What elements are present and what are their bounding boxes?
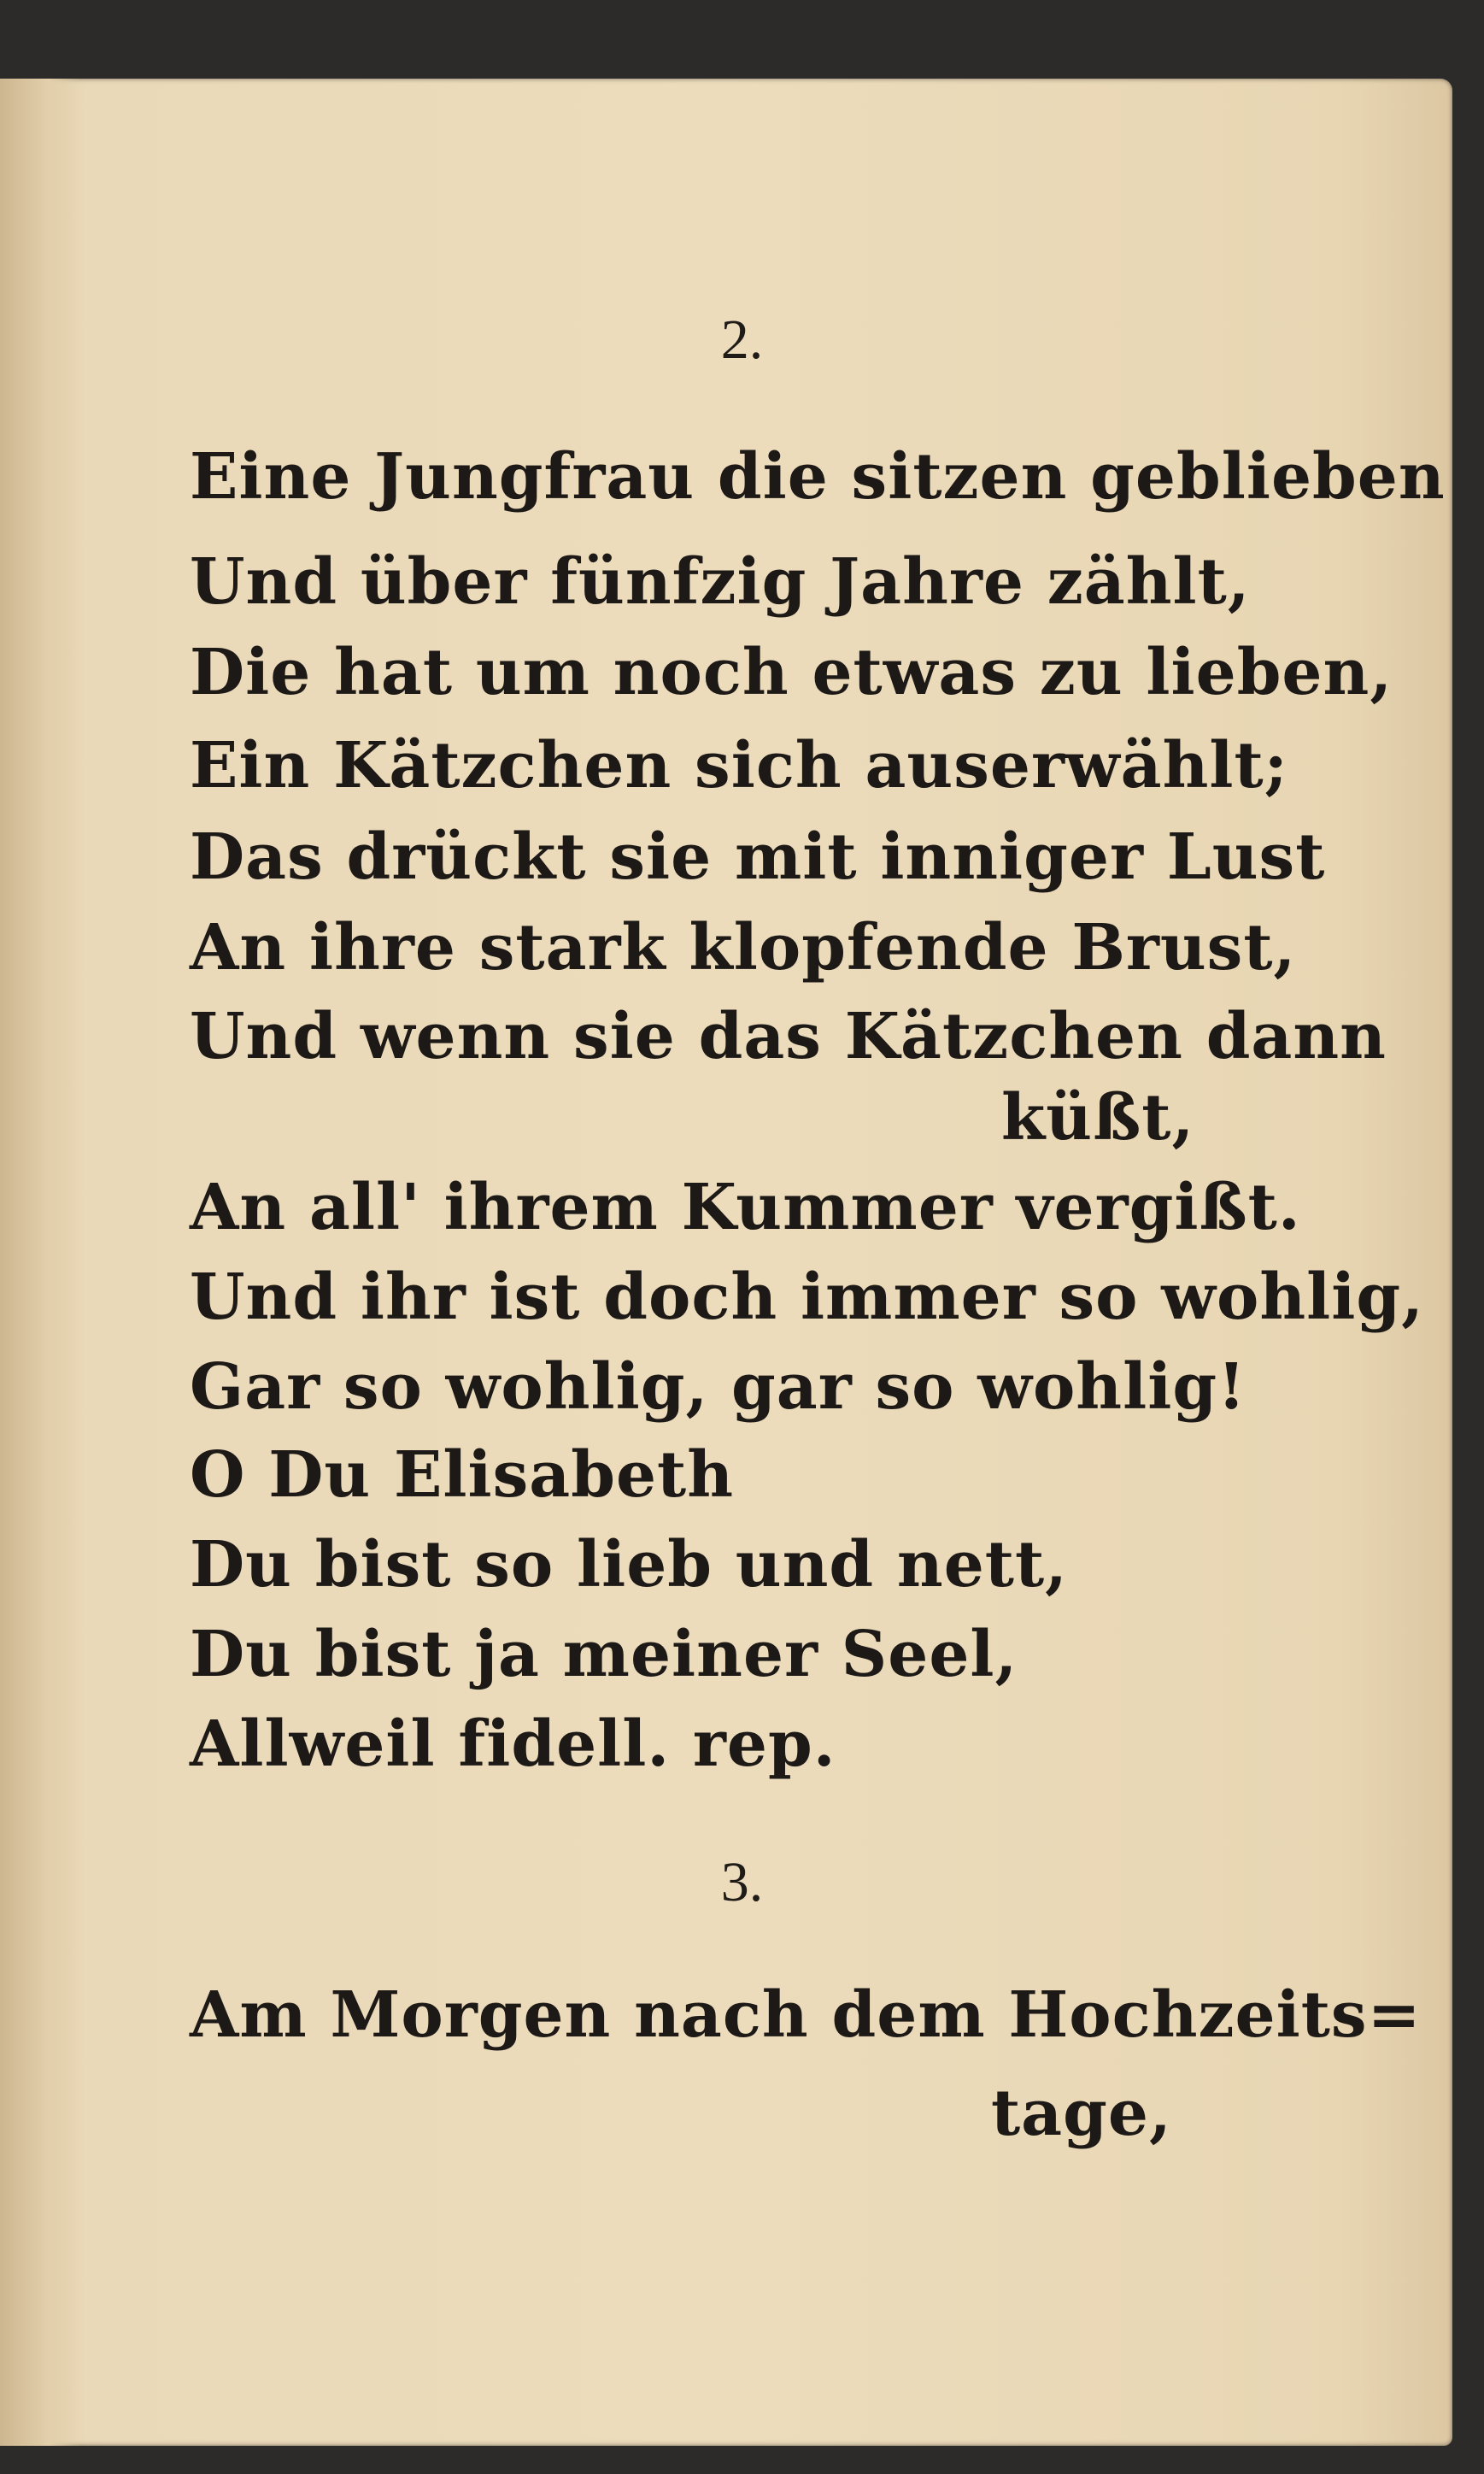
poem-line: Am Morgen nach dem Hochzeits= <box>190 1978 1422 2052</box>
stanza-number: 2. <box>720 309 764 371</box>
poem-line: Du bist so lieb und nett, <box>190 1528 1068 1601</box>
poem-line: Die hat um noch etwas zu lieben, <box>190 636 1393 709</box>
poem-line: Gar so wohlig, gar so wohlig! <box>190 1350 1246 1424</box>
poem-line: Allweil fidell. rep. <box>190 1707 836 1781</box>
poem-line: An all' ihrem Kummer vergißt. <box>190 1171 1301 1244</box>
poem-line: Das drückt sie mit inniger Lust <box>190 820 1326 894</box>
poem-line: Du bist ja meiner Seel, <box>190 1618 1018 1691</box>
poem-line: tage, <box>991 2077 1172 2150</box>
page-gutter <box>0 79 81 2446</box>
poem-line: Und ihr ist doch immer so wohlig, <box>190 1261 1424 1334</box>
poem-line: Und wenn sie das Kätzchen dann <box>190 1000 1387 1073</box>
poem-line: Ein Kätzchen sich auserwählt; <box>190 729 1288 802</box>
poem-line: Eine Jungfrau die sitzen geblieben <box>190 440 1446 514</box>
stanza-number: 3. <box>720 1851 764 1913</box>
poem-line: Und über fünfzig Jahre zählt, <box>190 545 1251 619</box>
poem-line: O Du Elisabeth <box>190 1438 735 1512</box>
poem-line: küßt, <box>1001 1081 1195 1155</box>
poem-line: An ihre stark klopfende Brust, <box>190 911 1297 984</box>
